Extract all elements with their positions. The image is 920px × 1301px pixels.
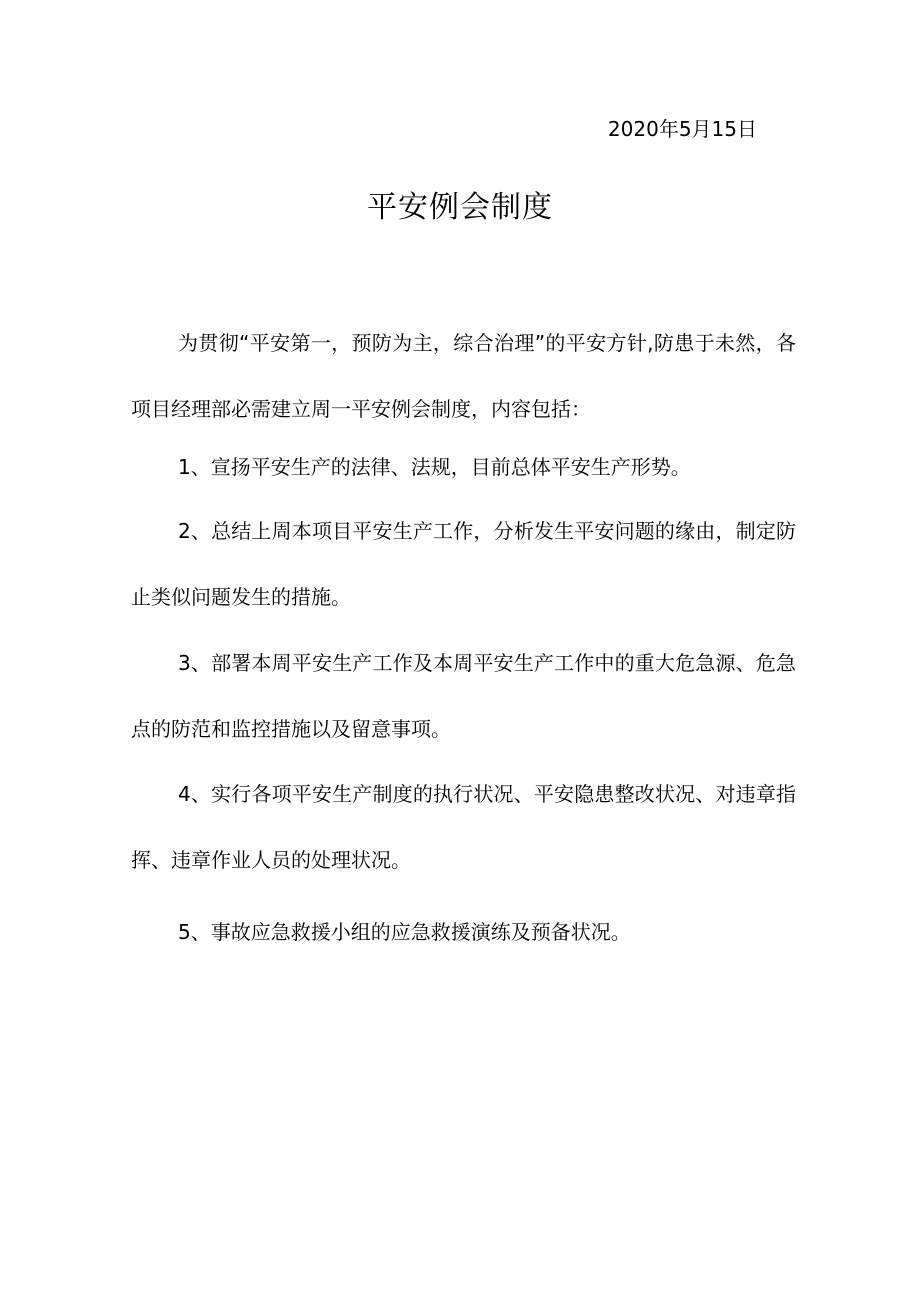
- item-3-paragraph: 3、部署本周平安生产工作及本周平安生产工作中的重大危急源、危急点的防范和监控措施以及留意事项。: [131, 651, 796, 741]
- item-2-paragraph: 2、总结上周本项目平安生产工作，分析发生平安问题的缘由，制定防止类似问题发生的措施。: [131, 519, 796, 609]
- document-title: 平安例会制度: [367, 190, 553, 225]
- document-date: 2020年5月15日: [607, 117, 757, 141]
- item-5-paragraph: 5、事故应急救援小组的应急救援演练及预备状况。: [178, 920, 631, 944]
- item-1-paragraph: 1、宣扬平安生产的法律、法规，目前总体平安生产形势。: [178, 455, 691, 479]
- item-4-paragraph: 4、实行各项平安生产制度的执行状况、平安隐患整改状况、对违章指挥、违章作业人员的处理状况。: [131, 782, 796, 872]
- intro-paragraph: 为贯彻“平安第一，预防为主，综合治理”的平安方针,防患于未然，各项目经理部必需建立周一平安例会制度，内容包括：: [131, 331, 796, 421]
